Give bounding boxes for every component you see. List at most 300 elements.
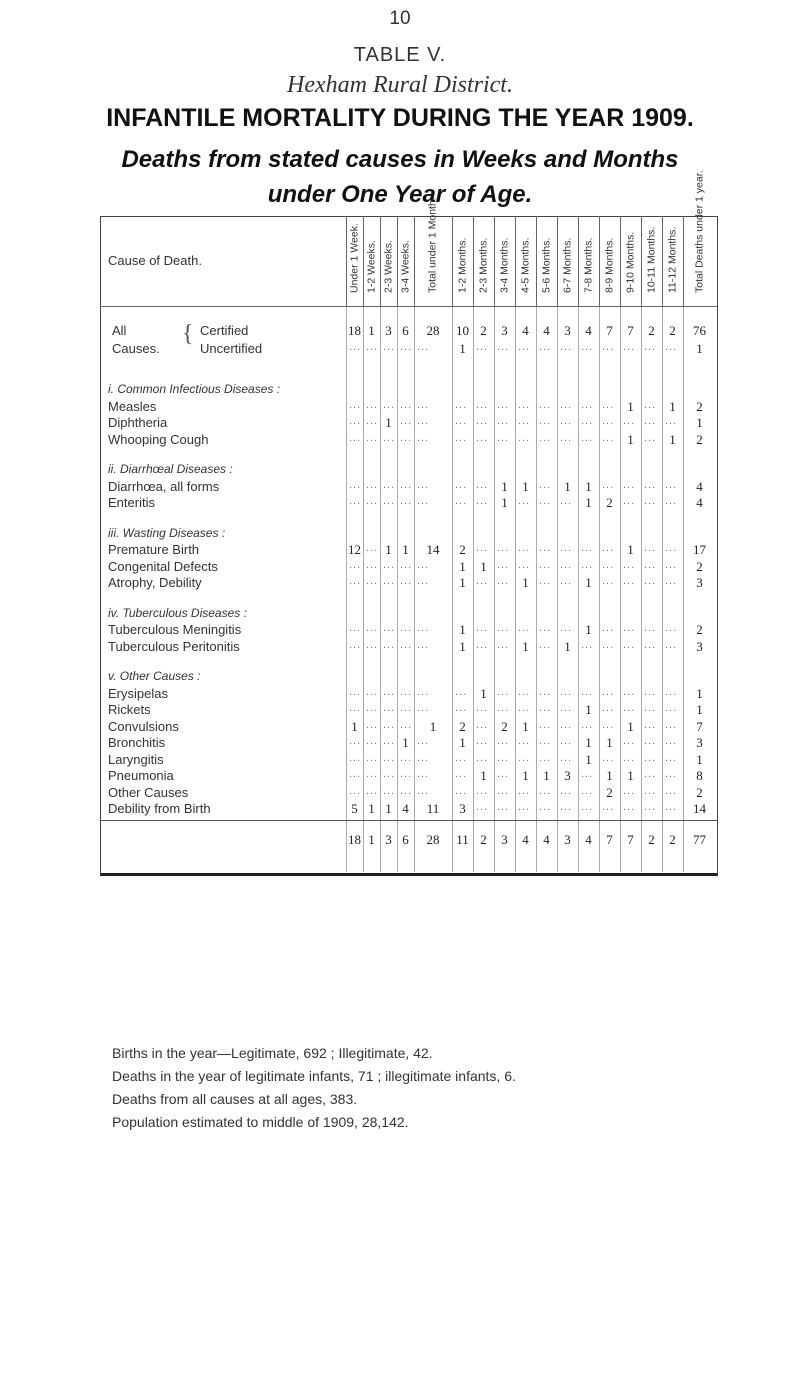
- cause-row-cell: 3: [696, 735, 703, 750]
- leader-dots: ...: [665, 638, 678, 651]
- leader-dots: ...: [383, 702, 396, 714]
- leader-dots: ...: [623, 735, 636, 747]
- leader-dots: ...: [644, 542, 657, 554]
- leader-dots: ...: [644, 768, 657, 780]
- cause-row-cell: 1: [480, 685, 487, 701]
- totals-cell: 77: [693, 832, 706, 847]
- cause-row-cell: 2: [696, 622, 703, 637]
- leader-dots: ...: [602, 542, 615, 554]
- leader-dots: ...: [476, 542, 489, 554]
- leader-dots: ...: [665, 542, 678, 554]
- leader-dots: ...: [417, 341, 430, 353]
- leader-dots: ...: [455, 784, 468, 797]
- cause-row-cell: 1: [627, 542, 634, 557]
- cause-of-death-header: Cause of Death.: [108, 253, 202, 268]
- leader-dots: ...: [366, 784, 379, 797]
- column-header: [662, 222, 683, 304]
- column-header: [599, 222, 620, 304]
- leader-dots: ...: [366, 341, 379, 353]
- leader-dots: ...: [665, 478, 678, 491]
- cause-row-cell: 3: [696, 575, 703, 590]
- leader-dots: ...: [644, 801, 657, 813]
- leader-dots: ...: [417, 735, 430, 747]
- leader-dots: ...: [623, 638, 636, 651]
- leader-dots: ...: [417, 638, 430, 651]
- uncertified-label: Uncertified: [200, 341, 263, 356]
- leader-dots: ...: [581, 415, 594, 427]
- leader-dots: ...: [518, 558, 531, 571]
- cause-row-cell: 1: [585, 735, 592, 750]
- leader-dots: ...: [349, 622, 362, 634]
- cause-row-cell: 1: [501, 495, 508, 510]
- column-header: [578, 222, 599, 304]
- leader-dots: ...: [518, 415, 531, 427]
- leader-dots: ...: [518, 622, 531, 634]
- cause-row-cell: 2: [459, 718, 466, 734]
- certified-cell: 18: [348, 323, 361, 338]
- leader-dots: ...: [644, 718, 657, 731]
- leader-dots: ...: [497, 735, 510, 747]
- leader-dots: ...: [518, 801, 531, 813]
- column-header: [620, 222, 641, 304]
- certified-cell: 76: [693, 323, 706, 338]
- leader-dots: ...: [366, 431, 379, 444]
- cause-label: Tuberculous Meningitis: [108, 622, 242, 637]
- cause-row-cell: 3: [696, 638, 703, 654]
- leader-dots: ...: [644, 622, 657, 634]
- leader-dots: ...: [476, 341, 489, 353]
- leader-dots: ...: [581, 542, 594, 554]
- leader-dots: ...: [665, 575, 678, 587]
- leader-dots: ...: [366, 415, 379, 427]
- leader-dots: ...: [581, 685, 594, 698]
- leader-dots: ...: [560, 558, 573, 571]
- cause-label: Whooping Cough: [108, 431, 209, 447]
- leader-dots: ...: [383, 751, 396, 764]
- leader-dots: ...: [623, 702, 636, 714]
- leader-dots: ...: [518, 735, 531, 747]
- column-header-text: 10-11 Months.: [645, 226, 657, 293]
- leader-dots: ...: [417, 398, 430, 411]
- column-rule: [397, 306, 398, 872]
- leader-dots: ...: [518, 495, 531, 507]
- cause-label: Pneumonia: [108, 768, 174, 783]
- column-rule: [346, 306, 347, 872]
- leader-dots: ...: [497, 575, 510, 587]
- cause-row-cell: 1: [402, 735, 409, 750]
- leader-dots: ...: [560, 735, 573, 747]
- leader-dots: ...: [400, 622, 413, 634]
- leader-dots: ...: [602, 398, 615, 411]
- leader-dots: ...: [602, 341, 615, 353]
- leader-dots: ...: [665, 622, 678, 634]
- leader-dots: ...: [383, 784, 396, 797]
- leader-dots: ...: [665, 685, 678, 698]
- totals-cell: 3: [501, 832, 508, 847]
- cause-label: Bronchitis: [108, 735, 166, 750]
- leader-dots: ...: [455, 751, 468, 764]
- column-header: [473, 222, 494, 304]
- cause-label: Congenital Defects: [108, 558, 218, 574]
- cause-row-cell: 1: [459, 735, 466, 750]
- cause-row-cell: 1: [696, 702, 703, 717]
- cause-row-cell: 1: [696, 751, 703, 767]
- leader-dots: ...: [644, 751, 657, 764]
- leader-dots: ...: [366, 768, 379, 780]
- leader-dots: ...: [665, 702, 678, 714]
- column-header-text: 3-4 Months.: [498, 237, 510, 293]
- cause-row-cell: 4: [696, 478, 703, 494]
- leader-dots: ...: [383, 398, 396, 411]
- uncertified-cell: 1: [459, 341, 466, 356]
- leader-dots: ...: [665, 415, 678, 427]
- leader-dots: ...: [602, 558, 615, 571]
- certified-cell: 3: [385, 323, 392, 338]
- leader-dots: ...: [539, 801, 552, 813]
- leader-dots: ...: [518, 431, 531, 444]
- all-causes-label: All: [112, 323, 127, 338]
- leader-dots: ...: [539, 685, 552, 698]
- certified-cell: 3: [501, 323, 508, 338]
- leader-dots: ...: [366, 702, 379, 714]
- cause-row-cell: 1: [696, 685, 703, 701]
- brace-glyph: {: [182, 321, 194, 347]
- column-header: [397, 222, 414, 304]
- leader-dots: ...: [476, 431, 489, 444]
- leader-dots: ...: [400, 341, 413, 353]
- leader-dots: ...: [581, 638, 594, 651]
- leader-dots: ...: [560, 622, 573, 634]
- column-header-text: 2-3 Months.: [477, 237, 489, 293]
- leader-dots: ...: [366, 751, 379, 764]
- totals-rule: [100, 820, 717, 821]
- section-heading: v. Other Causes :: [108, 669, 201, 683]
- section-heading: iv. Tuberculous Diseases :: [108, 605, 247, 620]
- cause-row-cell: 1: [480, 768, 487, 783]
- leader-dots: ...: [539, 718, 552, 731]
- leader-dots: ...: [400, 784, 413, 797]
- column-header-text: 1-2 Months.: [456, 237, 468, 293]
- footnote-deaths-all: Deaths from all causes at all ages, 383.: [112, 1091, 358, 1107]
- column-header-text: 8-9 Months.: [603, 237, 615, 293]
- leader-dots: ...: [476, 415, 489, 427]
- leader-dots: ...: [417, 575, 430, 587]
- leader-dots: ...: [455, 431, 468, 444]
- leader-dots: ...: [518, 751, 531, 764]
- leader-dots: ...: [476, 575, 489, 587]
- leader-dots: ...: [644, 735, 657, 747]
- column-header-text: Total Deaths under 1 year.: [693, 170, 705, 293]
- leader-dots: ...: [539, 478, 552, 491]
- leader-dots: ...: [539, 415, 552, 427]
- leader-dots: ...: [665, 735, 678, 747]
- leader-dots: ...: [417, 751, 430, 764]
- leader-dots: ...: [623, 575, 636, 587]
- leader-dots: ...: [349, 702, 362, 714]
- leader-dots: ...: [383, 685, 396, 698]
- totals-cell: 11: [456, 832, 469, 847]
- leader-dots: ...: [455, 495, 468, 507]
- column-header-text: 2-3 Weeks.: [382, 240, 394, 293]
- leader-dots: ...: [560, 685, 573, 698]
- leader-dots: ...: [581, 341, 594, 353]
- leader-dots: ...: [602, 685, 615, 698]
- totals-cell: 2: [480, 832, 487, 847]
- leader-dots: ...: [497, 415, 510, 427]
- totals-cell: 6: [402, 832, 409, 847]
- totals-cell: 2: [669, 832, 676, 847]
- leader-dots: ...: [539, 638, 552, 651]
- leader-dots: ...: [476, 718, 489, 731]
- leader-dots: ...: [366, 478, 379, 491]
- leader-dots: ...: [539, 751, 552, 764]
- cause-row-cell: 2: [696, 431, 703, 447]
- leader-dots: ...: [497, 801, 510, 813]
- leader-dots: ...: [623, 558, 636, 571]
- totals-cell: 3: [385, 832, 392, 847]
- leader-dots: ...: [644, 638, 657, 651]
- leader-dots: ...: [383, 478, 396, 491]
- leader-dots: ...: [539, 784, 552, 797]
- leader-dots: ...: [560, 542, 573, 554]
- cause-row-cell: 2: [606, 495, 613, 510]
- leader-dots: ...: [665, 495, 678, 507]
- column-header: [494, 222, 515, 304]
- section-heading: iii. Wasting Diseases :: [108, 525, 226, 540]
- leader-dots: ...: [417, 685, 430, 698]
- leader-dots: ...: [417, 415, 430, 427]
- header-rule: [100, 306, 717, 307]
- leader-dots: ...: [417, 558, 430, 571]
- leader-dots: ...: [665, 784, 678, 797]
- cause-label: Measles: [108, 398, 157, 414]
- leader-dots: ...: [349, 575, 362, 587]
- leader-dots: ...: [383, 718, 396, 731]
- leader-dots: ...: [644, 702, 657, 714]
- leader-dots: ...: [518, 542, 531, 554]
- leader-dots: ...: [560, 398, 573, 411]
- column-rule: [662, 306, 663, 872]
- leader-dots: ...: [349, 478, 362, 491]
- leader-dots: ...: [417, 768, 430, 780]
- leader-dots: ...: [581, 801, 594, 813]
- totals-cell: 4: [585, 832, 592, 847]
- leader-dots: ...: [383, 638, 396, 651]
- certified-cell: 2: [669, 323, 676, 338]
- leader-dots: ...: [349, 638, 362, 651]
- leader-dots: ...: [400, 431, 413, 444]
- certified-cell: 1: [368, 323, 375, 338]
- column-header-text: 5-6 Months.: [540, 237, 552, 293]
- leader-dots: ...: [417, 702, 430, 714]
- subtitle-line-2: under One Year of Age.: [267, 181, 533, 208]
- column-header-text: 11-12 Months.: [666, 226, 678, 293]
- certified-cell: 4: [543, 323, 550, 338]
- column-rule: [380, 306, 381, 872]
- leader-dots: ...: [623, 685, 636, 698]
- totals-cell: 18: [348, 832, 361, 847]
- leader-dots: ...: [560, 495, 573, 507]
- leader-dots: ...: [476, 751, 489, 764]
- cause-row-cell: 5: [351, 801, 358, 816]
- leader-dots: ...: [476, 398, 489, 411]
- leader-dots: ...: [581, 718, 594, 731]
- leader-dots: ...: [455, 478, 468, 491]
- leader-dots: ...: [383, 768, 396, 780]
- cause-row-cell: 17: [693, 542, 706, 557]
- column-header: [380, 222, 397, 304]
- leader-dots: ...: [476, 622, 489, 634]
- leader-dots: ...: [476, 784, 489, 797]
- column-rule: [473, 306, 474, 872]
- leader-dots: ...: [417, 478, 430, 491]
- leader-dots: ...: [497, 638, 510, 651]
- leader-dots: ...: [417, 495, 430, 507]
- leader-dots: ...: [497, 784, 510, 797]
- page-number: 10: [389, 8, 411, 29]
- leader-dots: ...: [497, 341, 510, 353]
- leader-dots: ...: [349, 341, 362, 353]
- section-heading: i. Common Infectious Diseases :: [108, 382, 281, 396]
- leader-dots: ...: [623, 622, 636, 634]
- leader-dots: ...: [400, 495, 413, 507]
- leader-dots: ...: [623, 801, 636, 813]
- leader-dots: ...: [602, 638, 615, 651]
- cause-label: Laryngitis: [108, 751, 164, 767]
- certified-cell: 2: [648, 323, 655, 338]
- leader-dots: ...: [581, 558, 594, 571]
- cause-row-cell: 1: [585, 575, 592, 590]
- cause-row-cell: 1: [585, 478, 592, 494]
- leader-dots: ...: [366, 735, 379, 747]
- cause-label: Rickets: [108, 702, 151, 717]
- cause-row-cell: 2: [696, 398, 703, 414]
- certified-cell: 7: [606, 323, 613, 338]
- cause-row-cell: 1: [522, 718, 529, 734]
- leader-dots: ...: [497, 398, 510, 411]
- leader-dots: ...: [581, 784, 594, 797]
- leader-dots: ...: [400, 768, 413, 780]
- cause-row-cell: 1: [429, 718, 437, 734]
- district-title: Hexham Rural District.: [287, 72, 513, 98]
- cause-row-cell: 3: [564, 768, 571, 783]
- leader-dots: ...: [400, 398, 413, 411]
- leader-dots: ...: [623, 751, 636, 764]
- column-rule: [363, 306, 364, 872]
- leader-dots: ...: [602, 718, 615, 731]
- column-rule: [620, 306, 621, 872]
- leader-dots: ...: [497, 751, 510, 764]
- cause-label: Other Causes: [108, 784, 189, 800]
- leader-dots: ...: [455, 768, 468, 780]
- leader-dots: ...: [349, 415, 362, 427]
- leader-dots: ...: [455, 685, 468, 698]
- leader-dots: ...: [581, 431, 594, 444]
- cause-row-cell: 1: [669, 398, 676, 414]
- leader-dots: ...: [560, 784, 573, 797]
- leader-dots: ...: [602, 622, 615, 634]
- leader-dots: ...: [560, 718, 573, 731]
- column-header: [346, 222, 363, 304]
- cause-row-cell: 1: [627, 431, 634, 447]
- leader-dots: ...: [623, 415, 636, 427]
- leader-dots: ...: [644, 685, 657, 698]
- column-header-text: 3-4 Weeks.: [399, 240, 411, 293]
- leader-dots: ...: [455, 702, 468, 714]
- leader-dots: ...: [497, 622, 510, 634]
- leader-dots: ...: [518, 702, 531, 714]
- certified-cell: 4: [522, 323, 529, 338]
- cause-row-cell: 1: [522, 638, 529, 654]
- cause-row-cell: 1: [501, 478, 508, 494]
- leader-dots: ...: [602, 751, 615, 764]
- leader-dots: ...: [644, 415, 657, 427]
- leader-dots: ...: [349, 751, 362, 764]
- table-label: TABLE V.: [353, 44, 447, 66]
- cause-row-cell: 1: [627, 718, 634, 734]
- leader-dots: ...: [518, 685, 531, 698]
- leader-dots: ...: [349, 685, 362, 698]
- leader-dots: ...: [665, 341, 678, 353]
- leader-dots: ...: [539, 735, 552, 747]
- leader-dots: ...: [476, 638, 489, 651]
- column-rule: [557, 306, 558, 872]
- subtitle-line-1: Deaths from stated causes in Weeks and Months: [121, 146, 679, 173]
- leader-dots: ...: [602, 575, 615, 587]
- leader-dots: ...: [644, 398, 657, 411]
- leader-dots: ...: [400, 478, 413, 491]
- leader-dots: ...: [623, 495, 636, 507]
- leader-dots: ...: [400, 558, 413, 571]
- cause-row-cell: 1: [385, 801, 392, 816]
- cause-row-cell: 1: [480, 558, 487, 574]
- leader-dots: ...: [602, 801, 615, 813]
- cause-row-cell: 1: [627, 398, 634, 414]
- certified-label: Certified: [200, 323, 249, 338]
- leader-dots: ...: [623, 784, 636, 797]
- leader-dots: ...: [665, 718, 678, 731]
- leader-dots: ...: [644, 478, 657, 491]
- leader-dots: ...: [366, 638, 379, 651]
- cause-row-cell: 1: [459, 575, 466, 590]
- leader-dots: ...: [366, 718, 379, 731]
- cause-row-cell: 3: [459, 801, 466, 816]
- totals-cell: 2: [648, 832, 655, 847]
- leader-dots: ...: [539, 702, 552, 714]
- leader-dots: ...: [417, 622, 430, 634]
- subtitle: [0, 142, 800, 212]
- leader-dots: ...: [539, 558, 552, 571]
- all-causes-label-2: Causes.: [112, 341, 160, 356]
- cause-label: Tuberculous Peritonitis: [108, 638, 240, 654]
- leader-dots: ...: [560, 341, 573, 353]
- column-header: [641, 222, 662, 304]
- column-header: [557, 222, 578, 304]
- leader-dots: ...: [476, 735, 489, 747]
- totals-cell: 1: [368, 832, 375, 847]
- certified-cell: 2: [480, 323, 487, 338]
- leader-dots: ...: [455, 415, 468, 427]
- cause-row-cell: 1: [368, 801, 375, 816]
- leader-dots: ...: [400, 751, 413, 764]
- cause-row-cell: 1: [696, 415, 703, 430]
- leader-dots: ...: [602, 415, 615, 427]
- leader-dots: ...: [560, 801, 573, 813]
- main-title: INFANTILE MORTALITY DURING THE YEAR 1909.: [106, 104, 694, 132]
- cause-label: Convulsions: [108, 718, 179, 734]
- leader-dots: ...: [383, 735, 396, 747]
- cause-row-cell: 1: [585, 751, 592, 767]
